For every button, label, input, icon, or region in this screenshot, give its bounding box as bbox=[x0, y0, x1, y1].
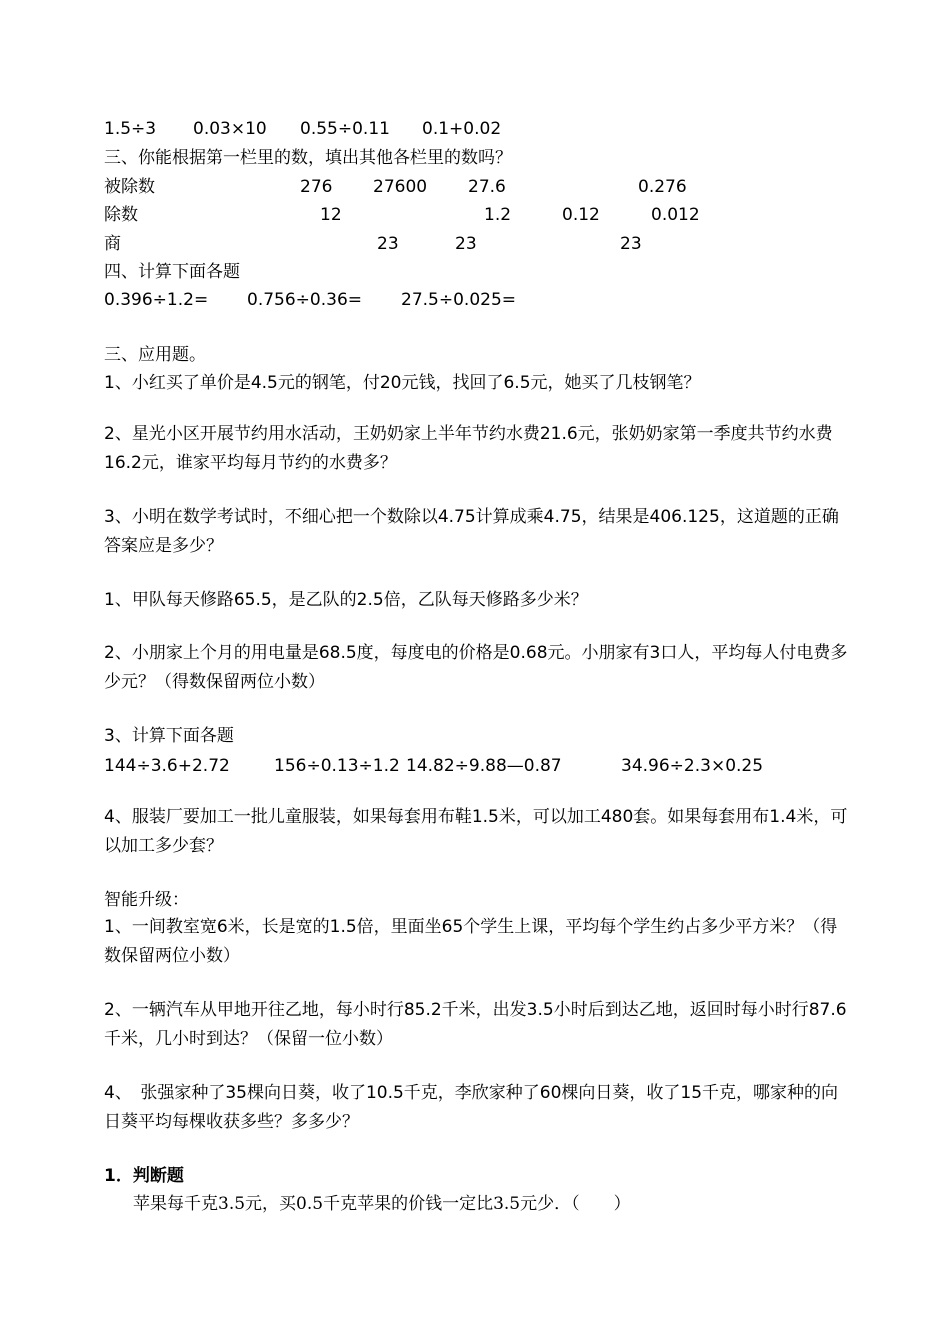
problem-6: 4、服装厂要加工一批儿童服装，如果每套用布鞋1.5米，可以加工480套。如果每套用布1.4米，可以加工多少套？ bbox=[104, 807, 848, 856]
dividend-value: 27600 bbox=[373, 177, 428, 197]
expr-4: 0.1+0.02 bbox=[422, 119, 502, 139]
judge-question: 苹果每千克3.5元，买0.5千克苹果的价钱一定比3.5元少．（ ） bbox=[133, 1194, 631, 1214]
dividend-value: 27.6 bbox=[468, 177, 506, 197]
dividend-value: 0.276 bbox=[638, 177, 687, 197]
problem-1: 1、小红买了单价是4.5元的钢笔，付20元钱，找回了6.5元，她买了几枝钢笔？ bbox=[104, 373, 701, 393]
calc-expr: 0.756÷0.36= bbox=[247, 290, 363, 310]
expr-3: 0.55÷0.11 bbox=[300, 119, 390, 139]
section-3-title: 三、你能根据第一栏里的数，填出其他各栏里的数吗？ bbox=[104, 148, 512, 168]
expr-2: 0.03×10 bbox=[193, 119, 267, 139]
problem-5: 2、小朋家上个月的用电量是68.5度，每度电的价格是0.68元。小朋家有3口人，平均每人付电费多少元？（得数保留两位小数） bbox=[104, 643, 848, 692]
quotient-value: 23 bbox=[620, 234, 642, 254]
expr-1: 1.5÷3 bbox=[104, 119, 157, 139]
smart-problem-3: 4、 张强家种了35棵向日葵，收了10.5千克，李欣家种了60棵向日葵，收了15千克，哪家种的向日葵平均每棵收获多些？多多少？ bbox=[104, 1083, 839, 1132]
problem-3: 3、小明在数学考试时，不细心把一个数除以4.75计算成乘4.75，结果是406.125，这道题的正确答案应是多少？ bbox=[104, 507, 839, 556]
divisor-value: 12 bbox=[320, 205, 342, 225]
divisor-value: 0.12 bbox=[562, 205, 600, 225]
calc-expr: 34.96÷2.3×0.25 bbox=[621, 756, 764, 776]
dividend-label: 被除数 bbox=[104, 177, 155, 197]
quotient-label: 商 bbox=[104, 234, 121, 254]
section-4-title: 四、计算下面各题 bbox=[104, 262, 240, 282]
dividend-value: 276 bbox=[300, 177, 333, 197]
smart-problem-2: 2、一辆汽车从甲地开往乙地，每小时行85.2千米，出发3.5小时后到达乙地，返回时每小时行87.6千米，几小时到达？（保留一位小数） bbox=[104, 1000, 847, 1049]
divisor-value: 1.2 bbox=[484, 205, 512, 225]
calc-expr: 156÷0.13÷1.2 bbox=[274, 756, 400, 776]
smart-upgrade-title: 智能升级： bbox=[104, 890, 189, 910]
calc-expr: 0.396÷1.2= bbox=[104, 290, 209, 310]
divisor-value: 0.012 bbox=[651, 205, 700, 225]
divisor-label: 除数 bbox=[104, 205, 138, 225]
application-title: 三、应用题。 bbox=[104, 345, 206, 365]
calc-expr: 27.5÷0.025= bbox=[401, 290, 517, 310]
calc-expr: 14.82÷9.88—0.87 bbox=[406, 756, 562, 776]
calc-expr: 144÷3.6+2.72 bbox=[104, 756, 230, 776]
problem-2: 2、星光小区开展节约用水活动，王奶奶家上半年节约水费21.6元，张奶奶家第一季度共节约水费16.2元，谁家平均每月节约的水费多？ bbox=[104, 424, 833, 473]
smart-problem-1: 1、一间教室宽6米，长是宽的1.5倍，里面坐65个学生上课，平均每个学生约占多少平方米？（得数保留两位小数） bbox=[104, 917, 838, 966]
quotient-value: 23 bbox=[455, 234, 477, 254]
judge-title: 1．判断题 bbox=[104, 1166, 184, 1186]
quotient-value: 23 bbox=[377, 234, 399, 254]
calc-title: 3、计算下面各题 bbox=[104, 726, 234, 746]
problem-4: 1、甲队每天修路65.5，是乙队的2.5倍，乙队每天修路多少米？ bbox=[104, 590, 588, 610]
